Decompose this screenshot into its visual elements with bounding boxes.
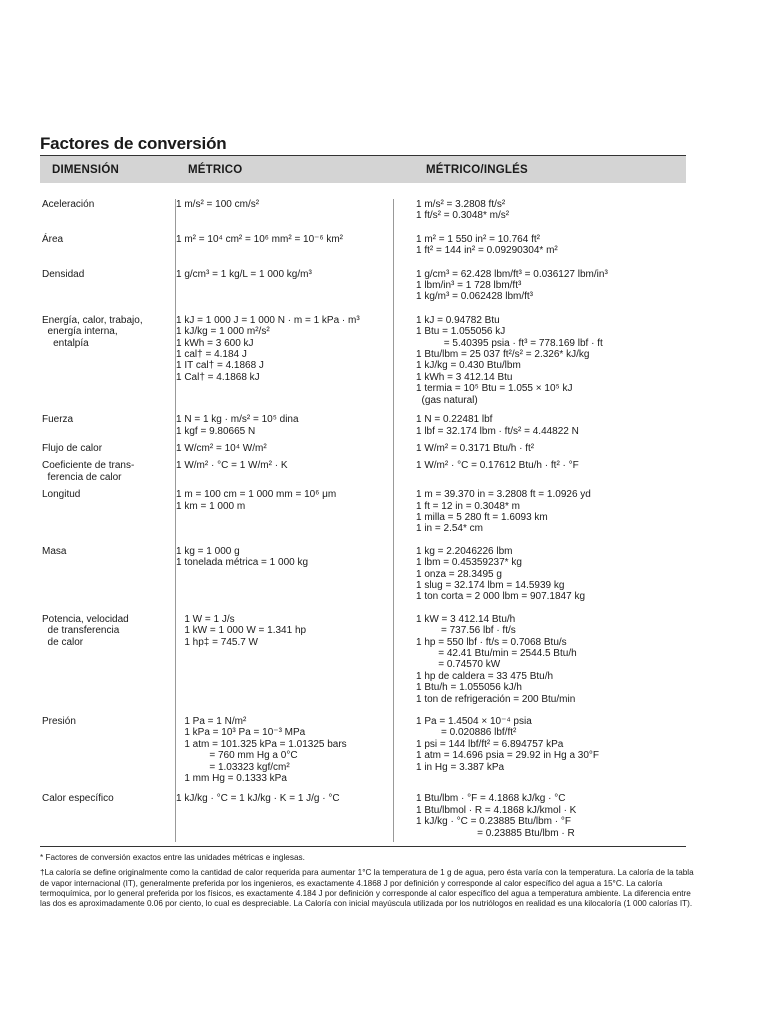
footnotes (40, 853, 700, 909)
english-line: 1 kJ = 0.94782 Btu (416, 314, 500, 326)
metric-line: 1 m² = 10⁴ cm² = 10⁶ mm² = 10⁻⁶ km² (176, 233, 344, 245)
table-row (40, 489, 686, 535)
dimension-line: ferencia de calor (42, 471, 122, 483)
dimension-line: Aceleración (42, 199, 95, 210)
metric-line: 1 kJ/kg = 1 000 m²/s² (176, 326, 270, 338)
english-line: 1 N = 0.22481 lbf (416, 414, 493, 426)
cell-metric (172, 443, 412, 454)
dimension-line: Potencia, velocidad (42, 613, 129, 625)
english-line: 1 in Hg = 3.387 kPa (416, 761, 505, 773)
cell-metric (172, 234, 412, 257)
cell-dimension (40, 269, 172, 303)
table-row (40, 716, 686, 784)
english-line: 1 Btu/lbm = 25 037 ft²/s² = 2.326* kJ/kg (416, 349, 590, 361)
english-line: 1 ft/s² = 0.3048* m/s² (416, 210, 510, 222)
english-line: 1 onza = 28.3495 g (416, 568, 502, 580)
header-metric: MÉTRICO (188, 163, 243, 176)
metric-line: 1 IT cal† = 4.1868 J (176, 360, 264, 372)
english-line: = 42.41 Btu/min = 2544.5 Btu/h (416, 648, 577, 659)
cell-english (412, 489, 686, 535)
english-line: 1 kJ/kg = 0.430 Btu/lbm (416, 360, 521, 372)
metric-line: 1 tonelada métrica = 1 000 kg (176, 557, 309, 569)
english-line: 1 ft² = 144 in² = 0.09290304* m² (416, 245, 558, 257)
header-metric-english: MÉTRICO/INGLÉS (426, 163, 528, 176)
cell-english (412, 315, 686, 406)
english-line: 1 m/s² = 3.2808 ft/s² (416, 199, 506, 210)
cell-english (412, 269, 686, 303)
metric-line: 1 m = 100 cm = 1 000 mm = 10⁶ μm (176, 489, 337, 501)
metric-line: 1 Pa = 1 N/m² (176, 716, 247, 728)
english-line: 1 ft = 12 in = 0.3048* m (416, 500, 520, 512)
english-line: 1 lbf = 32.174 lbm · ft/s² = 4.44822 N (416, 425, 579, 437)
metric-line: 1 atm = 101.325 kPa = 1.01325 bars (176, 738, 347, 750)
metric-line: 1 Cal† = 4.1868 kJ (176, 371, 260, 383)
english-line: = 5.40395 psia · ft³ = 778.169 lbf · ft (416, 337, 603, 349)
english-line: = 0.23885 Btu/lbm · R (416, 827, 575, 839)
cell-english (412, 614, 686, 705)
english-line: 1 kWh = 3 412.14 Btu (416, 371, 513, 383)
cell-english (412, 414, 686, 437)
dimension-line: energía interna, (42, 326, 118, 338)
metric-line: 1 kWh = 3 600 kJ (176, 337, 254, 349)
metric-line: 1 kgf = 9.80665 N (176, 425, 256, 437)
english-line: (gas natural) (416, 394, 478, 406)
metric-line: 1 cal† = 4.184 J (176, 349, 247, 361)
table-header (40, 156, 686, 183)
english-line: 1 hp = 550 lbf · ft/s = 0.7068 Btu/s (416, 636, 567, 648)
table-row (40, 199, 686, 222)
header-dimension: DIMENSIÓN (52, 163, 119, 176)
english-line: 1 g/cm³ = 62.428 lbm/ft³ = 0.036127 lbm/in³ (416, 268, 608, 280)
metric-line: 1 kg = 1 000 g (176, 545, 240, 557)
cell-metric (172, 269, 412, 303)
dimension-line: Coeficiente de trans- (42, 460, 135, 472)
cell-english (412, 443, 686, 454)
dimension-line: Área (42, 233, 64, 245)
cell-english (412, 234, 686, 257)
english-line: = 737.56 lbf · ft/s (416, 625, 516, 637)
cell-english (412, 546, 686, 603)
table-bottom-rule (40, 846, 686, 847)
english-line: 1 hp de caldera = 33 475 Btu/h (416, 670, 554, 682)
column-divider-2 (393, 199, 394, 842)
cell-metric (172, 614, 412, 705)
metric-line: 1 kW = 1 000 W = 1.341 hp (176, 625, 307, 637)
table-row (40, 234, 686, 257)
table-row (40, 460, 686, 483)
conversion-factors-page (40, 134, 694, 914)
dimension-line: Flujo de calor (42, 442, 103, 454)
english-line: 1 Btu/lbm · °F = 4.1868 kJ/kg · °C (416, 793, 566, 805)
cell-metric (172, 489, 412, 535)
cell-dimension (40, 199, 172, 222)
cell-dimension (40, 460, 172, 483)
english-line: 1 in = 2.54* cm (416, 523, 483, 535)
english-line: 1 kg = 2.2046226 lbm (416, 545, 513, 557)
english-line: 1 lbm = 0.45359237* kg (416, 557, 522, 569)
metric-line: 1 W = 1 J/s (176, 613, 235, 625)
english-line: 1 Btu/h = 1.055056 kJ/h (416, 682, 522, 694)
dimension-line: Longitud (42, 489, 81, 501)
english-line: 1 kW = 3 412.14 Btu/h (416, 613, 516, 625)
english-line: = 0.74570 kW (416, 659, 501, 671)
cell-english (412, 793, 686, 839)
english-line: = 0.020886 lbf/ft² (416, 727, 517, 739)
cell-dimension (40, 234, 172, 257)
table-row (40, 315, 686, 406)
english-line: 1 Pa = 1.4504 × 10⁻⁴ psia (416, 716, 532, 728)
metric-line: 1 kPa = 10³ Pa = 10⁻³ MPa (176, 727, 306, 739)
cell-dimension (40, 315, 172, 406)
metric-line: 1 N = 1 kg · m/s² = 10⁵ dina (176, 414, 299, 426)
dimension-line: de transferencia (42, 625, 120, 637)
english-line: 1 W/m² · °C = 0.17612 Btu/h · ft² · °F (416, 460, 579, 472)
column-divider-1 (175, 199, 176, 842)
metric-line: = 760 mm Hg a 0°C (176, 750, 298, 762)
cell-metric (172, 793, 412, 839)
dimension-line: Fuerza (42, 414, 74, 426)
cell-metric (172, 460, 412, 483)
cell-english (412, 460, 686, 483)
table-row (40, 614, 686, 705)
english-line: 1 termia = 10⁵ Btu = 1.055 × 10⁵ kJ (416, 383, 573, 395)
dimension-line: Densidad (42, 268, 85, 280)
footnote-exact: * Factores de conversión exactos entre las unidades métricas e inglesas. (40, 853, 305, 863)
table-row (40, 414, 686, 437)
english-line: 1 m² = 1 550 in² = 10.764 ft² (416, 233, 540, 245)
cell-dimension (40, 716, 172, 784)
cell-english (412, 199, 686, 222)
metric-line: 1 hp‡ = 745.7 W (176, 636, 258, 648)
dimension-line: de calor (42, 636, 84, 648)
cell-metric (172, 546, 412, 603)
cell-dimension (40, 614, 172, 705)
english-line: 1 m = 39.370 in = 3.2808 ft = 1.0926 yd (416, 489, 591, 501)
dimension-line: Energía, calor, trabajo, (42, 314, 143, 326)
english-line: 1 lbm/in³ = 1 728 lbm/ft³ (416, 280, 522, 292)
page-title: Factores de conversión (40, 134, 227, 153)
english-line: 1 ton corta = 2 000 lbm = 907.1847 kg (416, 591, 586, 603)
english-line: 1 Btu = 1.055056 kJ (416, 326, 506, 338)
cell-metric (172, 414, 412, 437)
english-line: 1 kg/m³ = 0.062428 lbm/ft³ (416, 291, 534, 303)
english-line: 1 Btu/lbmol · R = 4.1868 kJ/kmol · K (416, 804, 577, 816)
cell-metric (172, 315, 412, 406)
dimension-line: Masa (42, 545, 67, 557)
metric-line: 1 W/m² · °C = 1 W/m² · K (176, 460, 288, 472)
english-line: 1 atm = 14.696 psia = 29.92 in Hg a 30°F (416, 750, 600, 762)
metric-line: 1 km = 1 000 m (176, 500, 246, 512)
metric-line: 1 g/cm³ = 1 kg/L = 1 000 kg/m³ (176, 268, 312, 280)
cell-metric (172, 199, 412, 222)
table-row (40, 269, 686, 303)
conversion-table (40, 199, 686, 842)
dimension-line: entalpía (42, 337, 89, 349)
english-line: 1 milla = 5 280 ft = 1.6093 km (416, 511, 548, 523)
cell-dimension (40, 546, 172, 603)
table-row (40, 793, 686, 839)
dimension-line: Presión (42, 716, 76, 728)
cell-dimension (40, 414, 172, 437)
table-row (40, 443, 686, 454)
metric-line: 1 kJ = 1 000 J = 1 000 N · m = 1 kPa · m³ (176, 314, 360, 326)
table-row (40, 546, 686, 603)
cell-metric (172, 716, 412, 784)
cell-dimension (40, 489, 172, 535)
english-line: 1 ton de refrigeración = 200 Btu/min (416, 693, 576, 705)
english-line: 1 kJ/kg · °C = 0.23885 Btu/lbm · °F (416, 816, 572, 828)
cell-english (412, 716, 686, 784)
dimension-line: Calor específico (42, 793, 114, 805)
metric-line: 1 W/cm² = 10⁴ W/m² (176, 442, 267, 454)
cell-dimension (40, 443, 172, 454)
cell-dimension (40, 793, 172, 839)
metric-line: 1 mm Hg = 0.1333 kPa (176, 773, 287, 785)
english-line: 1 psi = 144 lbf/ft² = 6.894757 kPa (416, 738, 564, 750)
english-line: 1 W/m² = 0.3171 Btu/h · ft² (416, 442, 535, 454)
metric-line: = 1.03323 kgf/cm² (176, 761, 290, 773)
footnote-calorie: †La caloría se define originalmente como la cantidad de calor requerida para aumentar 1°C la temperatura de 1 g de agua, pero ésta varía con la temperatura. La caloría de la tabla de vapor internacional (IT), generalmente preferida por los ingenieros, es exactamente 4.1868 J por definición y corresponde al calor específico del agua a 15°C. La caloría termoquímica, por lo general preferida por los físicos, es exactamente 4.184 J por definición y corresponde al calor específico del agua a temperatura ambiente. La diferencia entre las dos es aproximadamente 0.06 por ciento, lo cual es despreciable. La Caloría con inicial mayúscula utilizada por los nutriólogos en realidad es una kilocaloría (1 000 calorías IT). (40, 868, 694, 908)
english-line: 1 slug = 32.174 lbm = 14.5939 kg (416, 579, 565, 591)
metric-line: 1 kJ/kg · °C = 1 kJ/kg · K = 1 J/g · °C (176, 793, 340, 805)
metric-line: 1 m/s² = 100 cm/s² (176, 199, 260, 210)
